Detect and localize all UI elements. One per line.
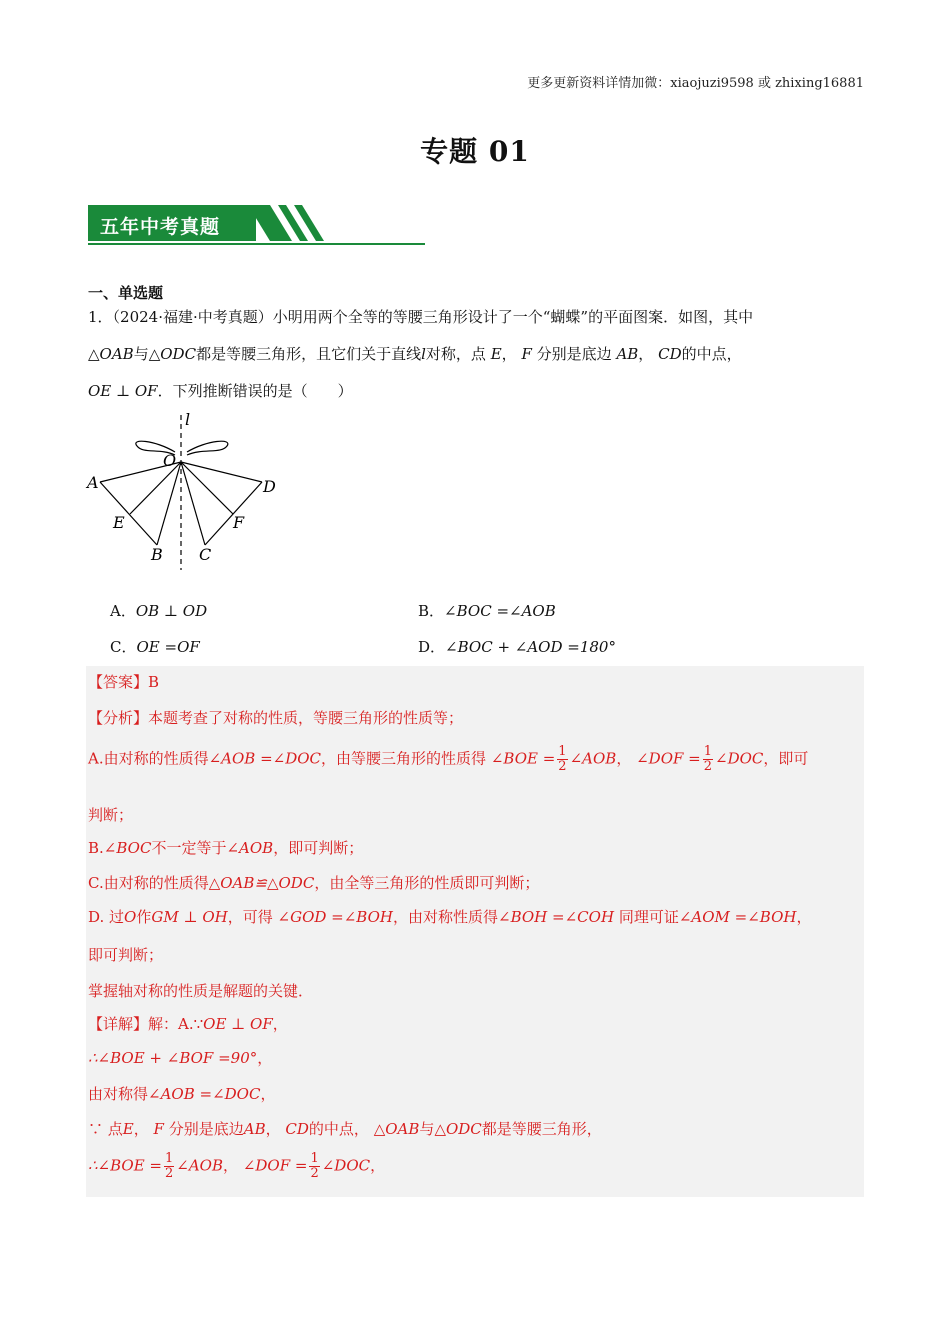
line-l: l [421,345,426,363]
s3-comma: ， [260,1085,276,1103]
q-text-4: 的中点， [681,345,742,363]
option-b[interactable] [418,600,556,621]
option-c[interactable] [110,636,200,657]
d-text-1: D. 过 [88,908,125,926]
s3-math: ∠AOB =∠DOC [148,1085,261,1103]
option-a-key: A． [110,602,136,620]
butterfly-figure [85,410,285,575]
s5-math-3: ∠DOF = [242,1156,308,1175]
page-title: 专题 01 [420,135,530,168]
solution-1 [88,1013,288,1034]
s4-math-odc: △ODC [434,1120,482,1138]
section-heading: 一、单选题 [88,284,164,302]
b-text-2: 不一定等于 [151,839,227,857]
d-text-2: 作 [136,908,152,926]
frac-half-3: $\frac{1}{2}$ [165,1151,174,1181]
q-text-3: 分别是底边 [536,345,612,363]
point-f: F [521,345,532,363]
fig-label-b: B [151,545,163,564]
fig-label-a: A [87,473,99,492]
fig-label-f: F [233,513,245,532]
q-text-1: 都是等腰三角形，且它们关于直线 [196,345,422,363]
frac-half-2: $\frac{1}{2}$ [703,744,713,774]
option-c-key: C． [110,638,137,656]
s4-text-5: 都是等腰三角形， [481,1120,602,1138]
frac-half-1: $\frac{1}{2}$ [558,744,567,774]
option-b-text: ∠BOC =∠AOB [444,602,556,620]
q-text-2: 对称，点 [425,345,486,363]
tri-oab: △OAB [88,345,134,363]
fig-label-c: C [199,545,212,564]
a-math-3: ∠AOB [569,749,617,768]
c-text-2: ，由全等三角形的性质即可判断； [314,874,540,892]
q-and: 与 [133,345,149,363]
fig-label-o: O [163,451,177,470]
s5-comma-1: ， [223,1156,239,1175]
s5-math-2: ∠AOB [176,1156,224,1175]
seg-ab: AB [616,345,639,363]
solution-4 [88,1118,602,1139]
key-point: 掌握轴对称的性质是解题的关键． [88,982,314,1000]
q-comma-1: ， [501,345,517,363]
s4-math-f: F [153,1120,164,1138]
analysis-d [88,906,812,927]
a-math-4: ∠DOF = [636,749,701,768]
b-text-1: B. [88,839,104,857]
solution-2 [88,1047,272,1068]
because-icon: ∵ [193,1015,204,1033]
option-c-text: OE =OF [136,638,200,656]
s5-math-4: ∠DOC [321,1156,371,1175]
banner-text: 五年中考真题 [100,216,221,238]
option-d[interactable] [418,636,616,657]
s4-text-4: 与 [419,1120,435,1138]
a-text-3: ，即可 [763,749,809,768]
s4-comma-2: ， [265,1120,281,1138]
fig-label-d: D [263,477,276,496]
s2-comma: ， [257,1049,273,1067]
sol-comma: ， [272,1015,288,1033]
d-text-4: ，由对称性质得 [393,908,499,926]
s4-text-3: 的中点， [308,1120,369,1138]
s4-comma-1: ， [133,1120,149,1138]
s4-text-2: 分别是底边 [168,1120,244,1138]
sol-text-1: 【详解】解：A. [88,1015,194,1033]
analysis-a-cont: 判断； [88,806,134,824]
c-math-1: △OAB≌△ODC [208,874,315,892]
perp-oe-of: OE ⊥ OF [88,382,158,400]
banner-stripes-icon [248,205,388,245]
frac-half-4: $\frac{1}{2}$ [310,1151,319,1181]
q-text-5: ．下列推断错误的是（ ） [157,382,353,400]
s3-text: 由对称得 [88,1085,149,1103]
s5-math-1: ∴∠BOE = [88,1156,162,1175]
b-math-1: ∠BOC [103,839,152,857]
sol-math-1: OE ⊥ OF [203,1015,273,1033]
d-math-5: ∠AOM =∠BOH [678,908,797,926]
s4-math-oab: △OAB [373,1120,420,1138]
point-e: E [490,345,502,363]
d-comma: ， [796,908,812,926]
option-d-text: ∠BOC + ∠AOD =180° [445,638,616,656]
analysis-intro: 【分析】本题考查了对称的性质，等腰三角形的性质等； [88,709,464,727]
fig-label-e: E [113,513,125,532]
s2-math: ∴∠BOE + ∠BOF =90° [88,1049,258,1067]
seg-cd: CD [658,345,682,363]
analysis-b [88,837,363,858]
s5-comma-2: ， [370,1156,386,1175]
s4-text-1: ∵ 点 [88,1120,123,1138]
analysis-c [88,872,539,893]
a-math-2: ∠BOE = [490,749,556,768]
solution-3 [88,1083,275,1104]
fig-label-l: l [185,410,191,429]
d-math-2: GM ⊥ OH [151,908,228,926]
question-line-3 [88,380,353,401]
option-b-key: B． [418,602,445,620]
question-line-1: 1．（2024·福建·中考真题）小明用两个全等的等腰三角形设计了一个“蝴蝶”的平面图案．如图，其中 [88,308,754,326]
a-text-1: A.由对称的性质得 [88,749,209,768]
a-math-1: ∠AOB =∠DOC [208,749,322,768]
s4-math-cd: CD [285,1120,309,1138]
d-text-5: 同理可证 [618,908,679,926]
s4-math-ab: AB [243,1120,266,1138]
s4-math-e: E [122,1120,134,1138]
b-text-3: ，即可判断； [273,839,364,857]
d-math-1: O [124,908,137,926]
a-math-5: ∠DOC [715,749,764,768]
section-banner [88,205,425,245]
analysis-a [88,745,808,774]
a-text-2: ，由等腰三角形的性质得 [321,749,487,768]
analysis-d-cont: 即可判断； [88,946,164,964]
option-d-key: D． [418,638,446,656]
d-math-3: ∠GOD =∠BOH [277,908,393,926]
q-comma-2: ， [638,345,654,363]
question-line-2 [88,343,742,364]
solution-5 [88,1152,385,1181]
option-a[interactable] [110,600,207,621]
a-comma: ， [616,749,632,768]
banner-underline [88,243,425,245]
b-math-2: ∠AOB [226,839,274,857]
d-math-4: ∠BOH =∠COH [498,908,615,926]
header-note: 更多更新资料详情加微：xiaojuzi9598 或 zhixing16881 [527,76,864,91]
option-a-text: OB ⊥ OD [135,602,208,620]
d-text-3: ，可得 [227,908,273,926]
c-text-1: C.由对称的性质得 [88,874,209,892]
answer-label: 【答案】B [88,673,160,691]
tri-odc: △ODC [148,345,197,363]
